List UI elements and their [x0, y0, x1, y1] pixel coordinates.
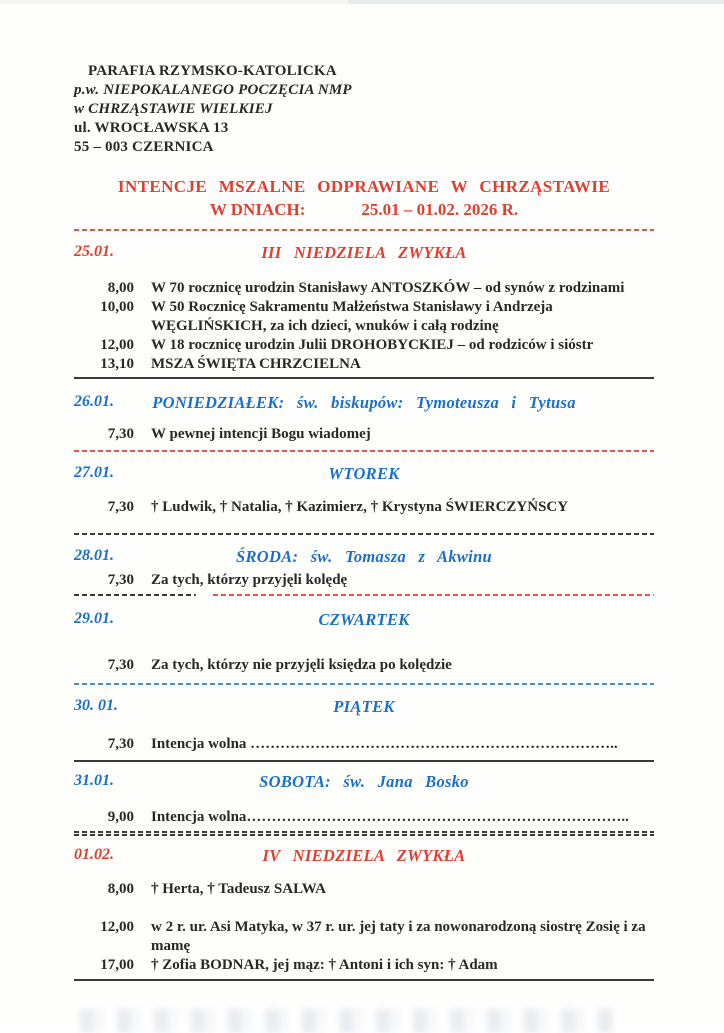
mass-intentions — [74, 735, 654, 754]
mass-time: 7,30 — [107, 657, 134, 673]
mass-intention-text: Za tych, którzy nie przyjęli księdza po kolędzie — [151, 657, 452, 673]
mass-intention-text: W 70 rocznicę urodzin Stanisławy ANTOSZKÓW – od synów z rodzinami — [151, 280, 625, 296]
mass-intention-row — [74, 279, 654, 298]
mass-intention-row — [74, 880, 654, 899]
mass-intention-text: † Herta, † Tadeusz SALWA — [151, 881, 326, 897]
mass-intention-text: † Ludwik, † Natalia, † Kazimierz, † Krystyna ŚWIERCZYŃSCY — [151, 499, 569, 515]
day-section — [74, 762, 654, 836]
mass-intention-text: W 18 rocznicę urodzin Julii DROHOBYCKIEJ – od rodziców i sióstr — [151, 337, 594, 353]
section-day-title: CZWARTEK — [318, 610, 410, 629]
section-date: 29.01. — [74, 610, 114, 627]
mass-intention-row — [74, 918, 654, 956]
mass-intention-row — [74, 571, 654, 590]
section-day-title: SOBOTA: św. Jana Bosko — [259, 772, 469, 791]
mass-intention-text: Intencja wolna ……………………………………………………………….. — [151, 736, 618, 752]
section-day-title: PONIEDZIAŁEK: św. biskupów: Tymoteusza i Tytusa — [152, 393, 576, 412]
day-heading — [74, 610, 654, 630]
mass-time: 9,00 — [107, 809, 134, 825]
day-heading — [74, 243, 654, 263]
mass-time: 17,00 — [100, 957, 134, 973]
mass-time: 7,30 — [107, 736, 134, 752]
mass-time: 7,30 — [107, 426, 134, 442]
day-heading — [74, 464, 654, 484]
mass-intention-row — [74, 298, 654, 336]
section-date: 28.01. — [74, 547, 114, 564]
day-section — [74, 596, 654, 685]
day-section — [74, 685, 654, 762]
day-section — [74, 379, 654, 452]
mass-intention-row — [74, 656, 654, 675]
mass-intention-text: W 50 Rocznicę Sakramentu Małżeństwa Stanisławy i Andrzeja WĘGLIŃSKICH, za ich dzieci, wnuków i całą rodzinę — [151, 299, 553, 334]
day-section — [74, 836, 654, 981]
mass-intention-row — [74, 956, 654, 975]
scan-edge-artifact — [0, 0, 724, 4]
mass-intention-row — [74, 336, 654, 355]
section-date: 26.01. — [74, 393, 114, 410]
day-heading — [74, 393, 654, 413]
mass-intention-row — [74, 808, 654, 827]
mass-intentions — [74, 656, 654, 675]
document-title — [74, 175, 654, 231]
mass-intention-row — [74, 355, 654, 374]
mass-intention-text: W pewnej intencji Bogu wiadomej — [151, 426, 371, 442]
mass-time: 12,00 — [100, 337, 134, 353]
mass-time: 12,00 — [100, 919, 134, 935]
mass-intention-row — [74, 498, 654, 517]
day-section — [74, 231, 654, 379]
parish-locality: w CHRZĄSTAWIE WIELKIEJ — [74, 101, 273, 117]
parish-name: PARAFIA RZYMSKO-KATOLICKA — [88, 63, 337, 79]
section-date: 30. 01. — [74, 697, 118, 714]
section-day-title: WTOREK — [328, 464, 400, 483]
day-heading — [74, 547, 654, 567]
mass-time: 7,30 — [107, 572, 134, 588]
date-range-value: 25.01 – 01.02. 2026 R. — [361, 200, 519, 219]
mass-time: 7,30 — [107, 499, 134, 515]
parish-patron: p.w. NIEPOKALANEGO POCZĘCIA NMP — [74, 82, 352, 98]
mass-intentions — [74, 498, 654, 517]
mass-intention-text: MSZA ŚWIĘTA CHRZCIELNA — [151, 356, 361, 372]
section-date: 01.02. — [74, 846, 114, 863]
day-heading — [74, 772, 654, 792]
section-day-title: PIĄTEK — [333, 697, 395, 716]
mass-intention-row — [74, 735, 654, 754]
mass-intentions — [74, 279, 654, 374]
section-date: 25.01. — [74, 243, 114, 260]
mass-intentions — [74, 425, 654, 444]
day-heading — [74, 846, 654, 866]
parish-header — [74, 62, 654, 157]
mass-intentions — [74, 880, 654, 975]
mass-time: 8,00 — [107, 280, 134, 296]
day-section — [74, 452, 654, 535]
document-title-line2 — [74, 198, 654, 221]
mass-intention-text: Intencja wolna………………………………………………………………….. — [151, 809, 629, 825]
section-day-title: IV NIEDZIELA ZWYKŁA — [262, 846, 466, 865]
parish-street: ul. WROCŁAWSKA 13 — [74, 120, 229, 136]
section-date: 31.01. — [74, 772, 114, 789]
document-title-line1: INTENCJE MSZALNE ODPRAWIANE W CHRZĄSTAWIE — [117, 177, 611, 196]
mass-intention-row — [74, 425, 654, 444]
mass-intention-text: † Zofia BODNAR, jej mąz: † Antoni i ich syn: † Adam — [151, 957, 498, 973]
day-heading — [74, 697, 654, 717]
document-content — [74, 62, 654, 1033]
mass-time: 13,10 — [100, 356, 134, 372]
mass-time: 10,00 — [100, 299, 134, 315]
mass-intention-text: w 2 r. ur. Asi Matyka, w 37 r. ur. jej taty i za nowonarodzoną siostrę Zosię i za mamę — [151, 919, 646, 954]
mass-time: 8,00 — [107, 881, 134, 897]
mass-intention-text: Za tych, którzy przyjęli kolędę — [151, 572, 348, 588]
section-day-title: III NIEDZIELA ZWYKŁA — [261, 243, 467, 262]
mass-intentions — [74, 808, 654, 827]
parish-postal-code: 55 – 003 CZERNICA — [74, 139, 214, 155]
bleed-through-artifact — [80, 1009, 614, 1033]
date-range-label: W DNIACH: — [209, 200, 306, 219]
section-date: 27.01. — [74, 464, 114, 481]
section-divider — [74, 979, 654, 981]
day-sections-list — [74, 231, 654, 981]
mass-intentions — [74, 571, 654, 590]
section-day-title: ŚRODA: św. Tomasza z Akwinu — [235, 547, 493, 566]
day-section — [74, 535, 654, 596]
